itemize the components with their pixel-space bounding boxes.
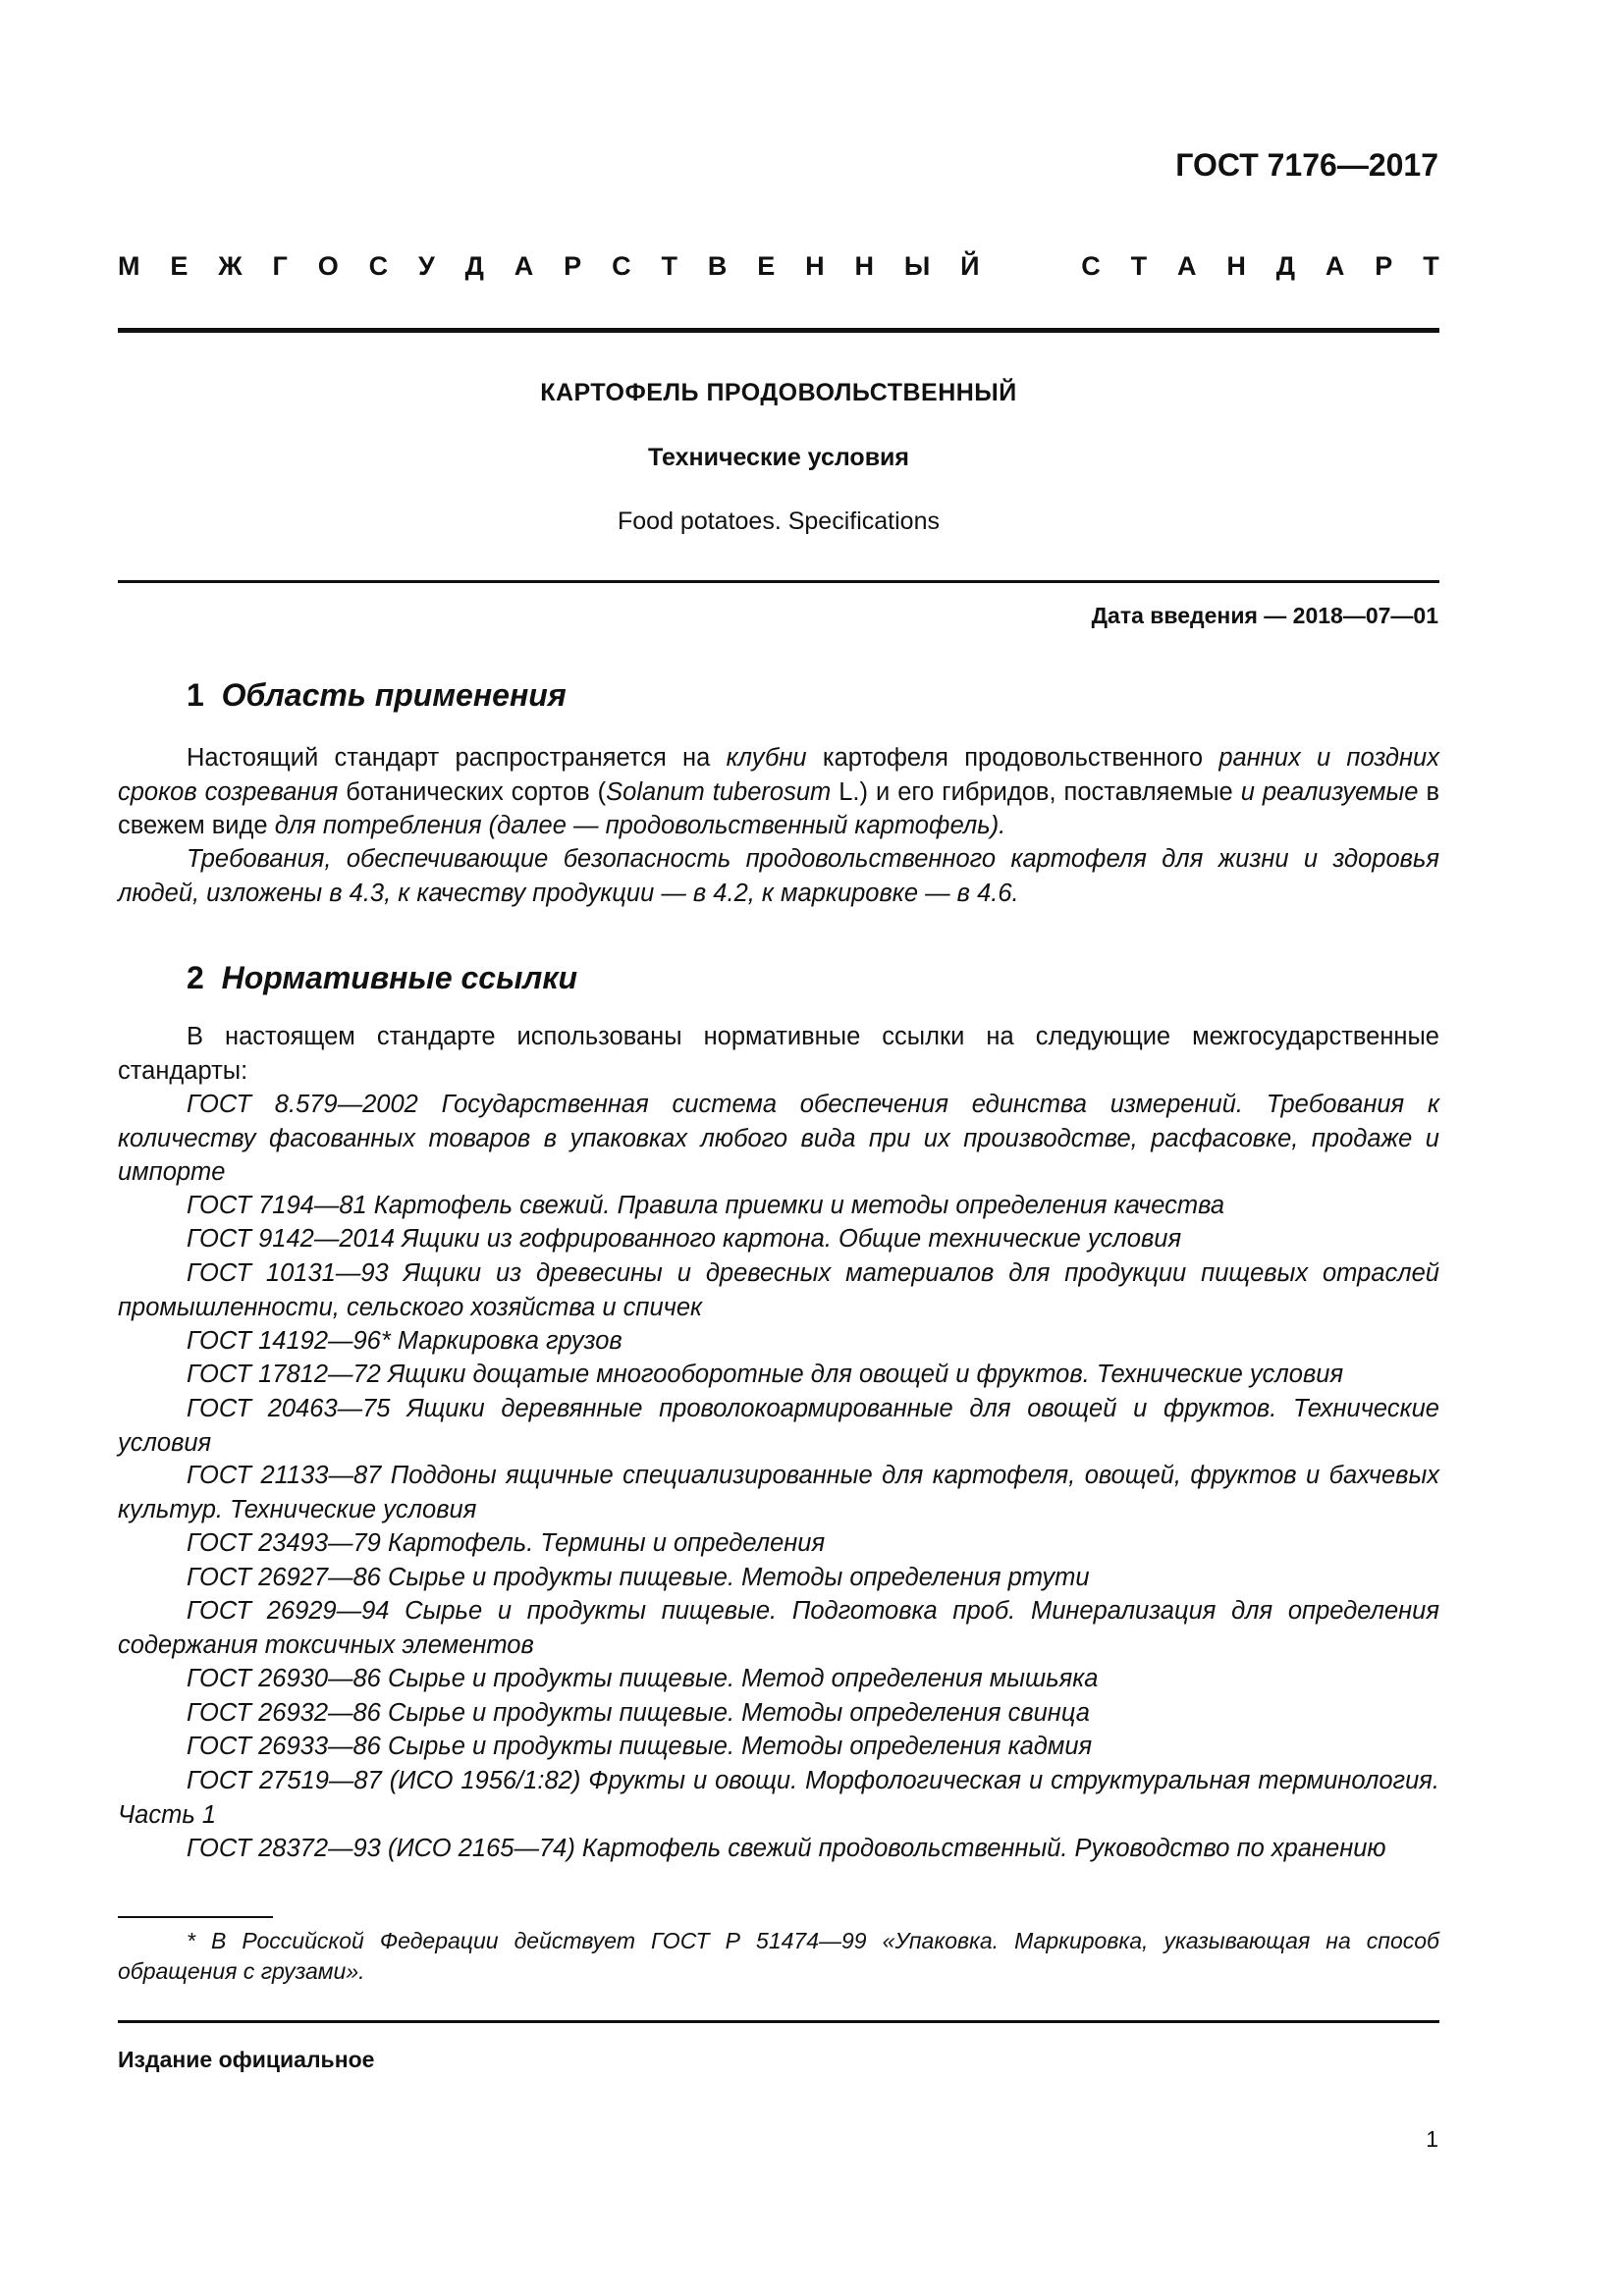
footnote: * В Российской Федерации действует ГОСТ Р 51474—99 «Упаковка. Маркировка, указывающая на способ обращения с грузами». [118,1928,1439,1984]
text-run: в свежем виде [118,777,1440,839]
reference-item: ГОСТ 17812—72 Ящики дощатые многооборотные для овощей и фруктов. Технические условия [187,1361,1344,1388]
banner-letter: С [612,251,631,281]
reference-item: ГОСТ 26933—86 Сырье и продукты пищевые. Методы определения кадмия [187,1733,1093,1760]
reference-item: ГОСТ 20463—75 Ящики деревянные проволокоармированные для овощей и фруктов. Технические условия [118,1395,1439,1457]
english-title: Food potatoes. Specifications [618,507,940,535]
banner-letter: С [1081,251,1101,281]
footer-divider [118,2020,1439,2023]
section-2-heading [187,960,577,996]
banner-letter: А [1177,251,1197,281]
scope-paragraph [118,741,1439,843]
banner-letter: Р [1375,251,1393,281]
section-title: Область применения [221,677,567,713]
footnote-separator [118,1916,273,1918]
page-number: 1 [1426,2126,1438,2152]
section-number: 2 [187,960,204,995]
banner-letter: А [514,251,534,281]
banner-word-gap [1009,251,1051,282]
italic-run: Solanum tuberosum [606,777,832,806]
banner-letter: Н [854,251,874,281]
reference-item: ГОСТ 7194—81 Картофель свежий. Правила приемки и методы определения качества [187,1192,1225,1219]
reference-item: ГОСТ 10131—93 Ящики из древесины и древесных материалов для продукции пищевых отраслей промышленности, сельского хозяйства и спичек [118,1259,1439,1321]
banner-letter: В [707,251,728,281]
banner-letter: Т [1130,251,1148,281]
reference-item: ГОСТ 9142—2014 Ящики из гофрированного картона. Общие технические условия [187,1225,1182,1253]
reference-item: ГОСТ 26927—86 Сырье и продукты пищевые. Методы определения ртути [187,1564,1090,1591]
banner-letter: М [118,251,140,281]
reference-item: ГОСТ 21133—87 Поддоны ящичные специализированные для картофеля, овощей, фруктов и бахчевых культур. Технические условия [118,1462,1439,1523]
references-intro: В настоящем стандарте использованы нормативные ссылки на следующие межгосударственные стандарты: [118,1023,1439,1085]
banner-letter: О [317,251,339,281]
banner-letter: А [1325,251,1345,281]
section-1-heading [187,677,567,714]
document-code: ГОСТ 7176—2017 [1175,147,1438,183]
italic-run: ранних и поздних сроков созревания [118,744,1439,806]
text-run: картофеля продовольственного [806,744,1219,772]
reference-item: ГОСТ 27519—87 (ИСО 1956/1:82) Фрукты и овощи. Морфологическая и структуральная терминология. Часть 1 [118,1767,1439,1829]
italic-run: клубни [726,744,807,772]
banner-letter: У [418,251,435,281]
header-divider [118,328,1439,333]
introduction-date: Дата введения — 2018—07—01 [1091,603,1438,628]
text-run: ботанических сортов ( [338,777,607,806]
italic-run: для потребления (далее — продовольственный картофель). [274,812,1006,839]
reference-item: ГОСТ 8.579—2002 Государственная система обеспечения единства измерений. Требования к количеству фасованных товаров в упаковках любого вида при их производстве, расфасовке, продаже и импорте [118,1091,1439,1186]
reference-item: ГОСТ 23493—79 Картофель. Термины и определения [187,1529,826,1557]
banner-letter: Е [757,251,776,281]
banner-letter: Е [170,251,189,281]
section-number: 1 [187,677,204,713]
safety-requirements-paragraph: Требования, обеспечивающие безопасность продовольственного картофеля для жизни и здоровья людей, изложены в 4.3, к качеству продукции — в 4.2, к маркировке — в 4.6. [118,845,1439,907]
banner-letter: С [368,251,389,281]
banner-letter: Н [805,251,825,281]
banner-letter: Т [1423,251,1439,281]
banner-letter: Р [564,251,582,281]
reference-item: ГОСТ 26929—94 Сырье и продукты пищевые. Подготовка проб. Минерализация для определения содержания токсичных элементов [118,1597,1439,1659]
reference-item: ГОСТ 28372—93 (ИСО 2165—74) Картофель свежий продовольственный. Руководство по хранению [187,1835,1386,1862]
banner-letter: Д [464,251,484,281]
italic-run: и реализуемые [1240,777,1419,806]
banner-letter: Ж [218,251,243,281]
banner-letter: Г [272,251,288,281]
text-run: L.) и его гибридов, поставляемые [831,777,1241,806]
banner-letter: Д [1275,251,1296,281]
section-title: Нормативные ссылки [221,960,578,995]
reference-item: ГОСТ 14192—96* Маркировка грузов [187,1327,622,1355]
banner-letter: Й [960,251,980,281]
banner-letter: Ы [903,251,931,281]
edition-label: Издание официальное [118,2047,375,2072]
document-subtitle: Технические условия [647,444,910,471]
text-run: Настоящий стандарт распространяется на [187,744,727,772]
reference-item: ГОСТ 26932—86 Сырье и продукты пищевые. Методы определения свинца [187,1699,1090,1727]
document-title: КАРТОФЕЛЬ ПРОДОВОЛЬСТВЕННЫЙ [540,379,1017,406]
banner-letter: Т [661,251,677,281]
reference-item: ГОСТ 26930—86 Сырье и продукты пищевые. Метод определения мышьяка [187,1665,1099,1692]
title-divider [118,580,1439,583]
standard-type-banner [118,251,1439,282]
banner-letter: Н [1226,251,1246,281]
